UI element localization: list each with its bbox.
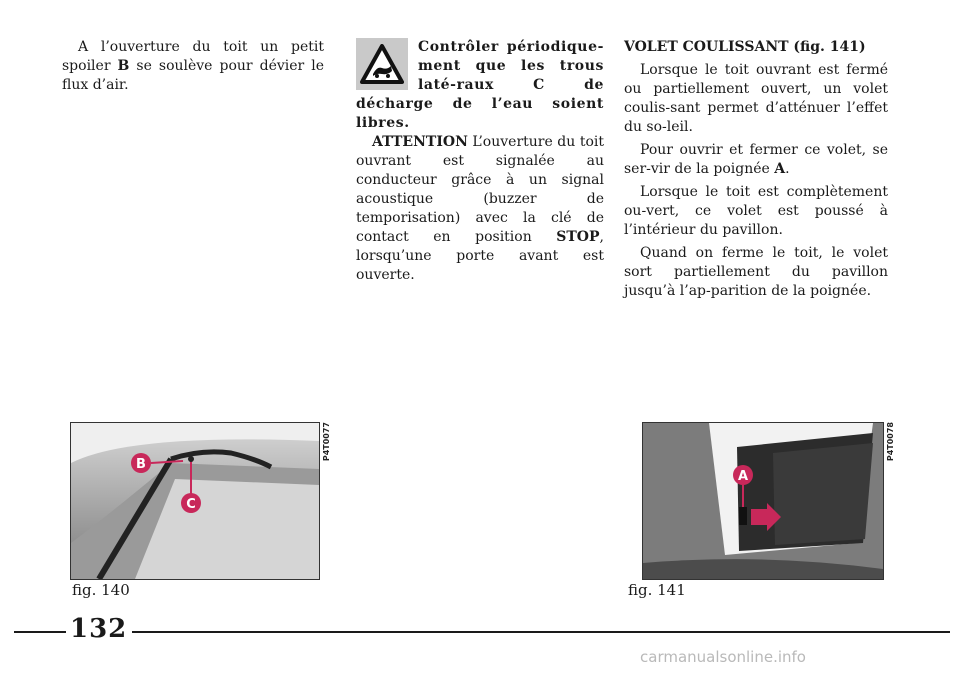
spoiler-paragraph bbox=[62, 38, 324, 95]
attention-text-end: , lorsqu’une porte avant est ouverte. bbox=[356, 229, 604, 283]
attention-paragraph bbox=[356, 133, 604, 285]
attention-text: L’ouverture du toit ouvrant est signalée au conducteur grâce à un signal acoustique (buzzer de temporisation) avec la clé de contact en position bbox=[356, 134, 604, 245]
watermark: carmanualsonline.info bbox=[640, 648, 806, 666]
figure-141-code: P4T0078 bbox=[886, 422, 895, 462]
volet-p2-text: Pour ouvrir et fermer ce volet, se ser-vir de la poignée bbox=[624, 142, 888, 177]
column-left bbox=[62, 38, 324, 99]
volet-paragraph-3: Lorsque le toit est complètement ou-vert, ce volet est poussé à l’intérieur du pavillon. bbox=[624, 184, 888, 238]
volet-paragraph-4: Quand on ferme le toit, le volet sort partiellement du pavillon jusqu’à l’ap-parition de la poignée. bbox=[624, 245, 888, 299]
column-middle bbox=[356, 38, 604, 289]
figure-140-photo bbox=[70, 422, 320, 580]
callout-b: B bbox=[136, 457, 146, 472]
volet-p2-end: . bbox=[785, 161, 790, 177]
heading-close: ) bbox=[859, 39, 866, 55]
handle-ref-a: A bbox=[774, 161, 786, 177]
figure-140-code: P4T0077 bbox=[322, 422, 331, 462]
figure-141-caption: fig. 141 bbox=[628, 581, 686, 599]
spoiler-text-end: se soulève pour dévier le flux d’air. bbox=[62, 58, 324, 93]
section-heading bbox=[624, 38, 888, 57]
warning-text: Contrôler périodique-ment que les trous laté-raux C de décharge de l’eau soient libres. bbox=[356, 39, 604, 131]
figure-140-caption: fig. 140 bbox=[72, 581, 130, 599]
column-right bbox=[624, 38, 888, 305]
page-number: 132 bbox=[70, 614, 128, 644]
warning-block bbox=[356, 38, 604, 133]
figure-141-photo bbox=[642, 422, 884, 580]
heading-fig-ref: fig. 141 bbox=[800, 39, 859, 55]
footer-rule-left bbox=[14, 631, 66, 633]
heading-text: VOLET COULISSANT ( bbox=[624, 39, 801, 55]
spoiler-text: A l’ouverture du toit un petit spoiler bbox=[62, 39, 324, 74]
volet-paragraph-1: Lorsque le toit ouvrant est fermé ou partiellement ouvert, un volet coulis-sant permet d’atténuer l’effet du so-leil. bbox=[624, 62, 888, 135]
attention-label: ATTENTION bbox=[372, 134, 468, 150]
stop-label: STOP bbox=[556, 229, 600, 245]
callout-a: A bbox=[737, 469, 749, 484]
footer-rule-right bbox=[132, 631, 950, 633]
callout-c: C bbox=[186, 497, 196, 512]
spoiler-ref-b: B bbox=[117, 58, 130, 74]
warning-triangle-icon bbox=[356, 38, 408, 90]
volet-paragraph-2 bbox=[624, 141, 888, 179]
